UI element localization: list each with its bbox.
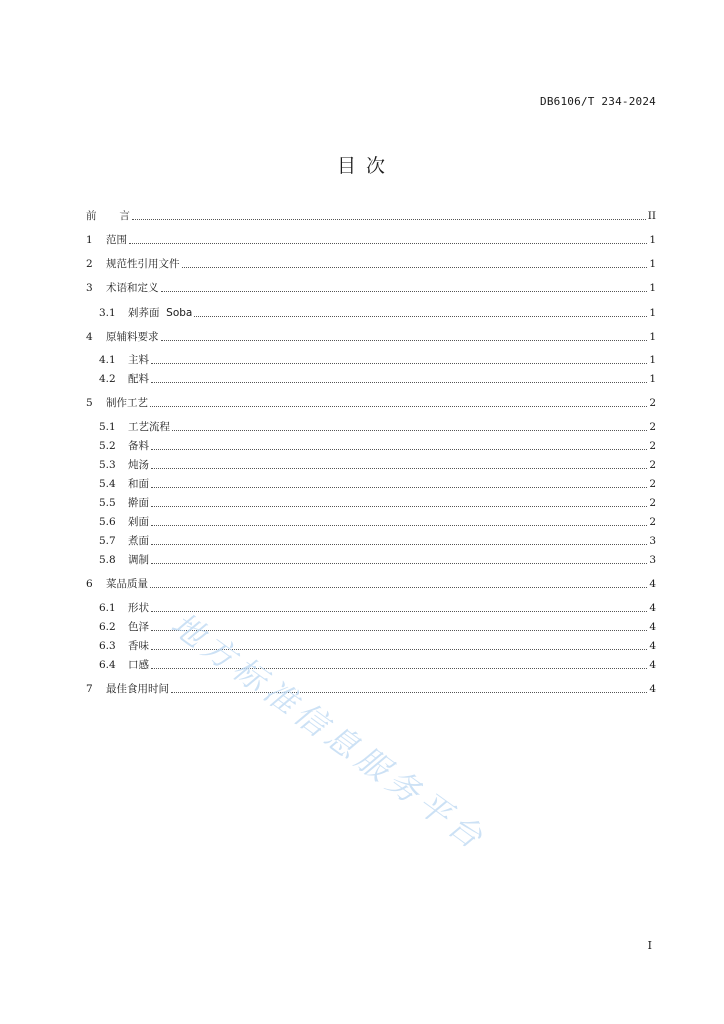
toc-entry-title: 配料	[128, 373, 149, 385]
toc-entry[interactable]	[99, 514, 656, 530]
toc-entry-number: 3	[86, 282, 93, 294]
toc-entry-number: 1	[86, 234, 93, 246]
toc-entry-number: 5	[86, 397, 93, 409]
toc-leader-dots	[150, 405, 647, 407]
toc-entry-page: 2	[649, 421, 656, 433]
toc-entry[interactable]	[99, 352, 656, 368]
toc-leader-dots	[151, 381, 647, 383]
toc-entry[interactable]	[99, 457, 656, 473]
toc-entry-number: 6.2	[99, 621, 116, 633]
toc-leader-dots	[182, 266, 648, 268]
toc-entry[interactable]	[99, 476, 656, 492]
toc-entry-page: 3	[649, 554, 656, 566]
toc-leader-dots	[151, 448, 647, 450]
toc-entry-number: 4.2	[99, 373, 116, 385]
watermark: 地方标准信息服务平台	[164, 604, 494, 859]
toc-entry-number: 6	[86, 578, 93, 590]
toc-leader-dots	[151, 543, 647, 545]
toc-entry[interactable]	[86, 576, 656, 592]
toc-entry-page: 4	[649, 621, 656, 633]
toc-entry-title: 规范性引用文件	[106, 258, 180, 270]
toc-leader-dots	[151, 467, 647, 469]
toc-entry-title: 炖汤	[128, 459, 149, 471]
toc-entry[interactable]	[99, 438, 656, 454]
toc-entry[interactable]	[99, 552, 656, 568]
toc-leader-dots	[132, 218, 646, 220]
page-title: 目 次	[336, 155, 388, 177]
toc-entry-number: 3.1	[99, 307, 116, 319]
toc-leader-dots	[172, 429, 647, 431]
toc-entry-number: 5.7	[99, 535, 116, 547]
toc-entry-page: 2	[649, 516, 656, 528]
toc-entry-page: 1	[649, 258, 656, 270]
toc-entry-number: 6.1	[99, 602, 116, 614]
toc-entry-title: 术语和定义	[106, 282, 159, 294]
toc-entry-title: 工艺流程	[128, 421, 170, 433]
toc-entry-page: 2	[649, 497, 656, 509]
toc-entry[interactable]	[99, 657, 656, 673]
toc-leader-dots	[151, 505, 647, 507]
toc-entry-page: 2	[649, 397, 656, 409]
toc-entry-number: 6.4	[99, 659, 116, 671]
toc-leader-dots	[151, 610, 647, 612]
toc-entry[interactable]	[99, 305, 656, 321]
toc-entry[interactable]	[86, 232, 656, 248]
toc-entry-title: 形状	[128, 602, 149, 614]
toc-entry-page: 3	[649, 535, 656, 547]
toc-entry-page: 4	[649, 640, 656, 652]
toc-entry-title: 主料	[128, 354, 149, 366]
toc-entry[interactable]	[86, 280, 656, 296]
toc-entry-title: 菜品质量	[106, 578, 148, 590]
toc-entry[interactable]	[86, 208, 656, 224]
toc-entry-number: 5.8	[99, 554, 116, 566]
toc-entry-number: 6.3	[99, 640, 116, 652]
toc-leader-dots	[151, 486, 647, 488]
toc-entry-number: 5.1	[99, 421, 116, 433]
toc-entry-number: 5.4	[99, 478, 116, 490]
toc-entry-number: 5.6	[99, 516, 116, 528]
toc-entry-page: 1	[649, 282, 656, 294]
toc-entry-title: 剁荞面 Soba	[128, 307, 193, 319]
toc-entry-page: 1	[649, 331, 656, 343]
toc-entry-title: 最佳食用时间	[106, 683, 169, 695]
toc-entry-number: 5.3	[99, 459, 116, 471]
toc-entry-number: 4	[86, 331, 93, 343]
toc-entry[interactable]	[99, 533, 656, 549]
toc-entry[interactable]	[86, 329, 656, 345]
toc-leader-dots	[151, 362, 647, 364]
toc-entry[interactable]	[86, 256, 656, 272]
toc-entry-title: 备料	[128, 440, 149, 452]
toc-leader-dots	[194, 315, 647, 317]
toc-entry-title: 色泽	[128, 621, 149, 633]
toc-entry-number: 2	[86, 258, 93, 270]
toc-entry-page: 1	[649, 354, 656, 366]
toc-entry-title: 煮面	[128, 535, 149, 547]
toc-leader-dots	[161, 339, 648, 341]
toc-entry-page: 2	[649, 478, 656, 490]
document-code: DB6106/T 234-2024	[540, 95, 656, 108]
toc-entry-page: 1	[649, 307, 656, 319]
toc-leader-dots	[151, 524, 647, 526]
toc-entry-title: 原辅料要求	[106, 331, 159, 343]
toc-entry-page: 1	[649, 373, 656, 385]
toc-entry[interactable]	[99, 419, 656, 435]
toc-entry[interactable]	[99, 371, 656, 387]
toc-entry-number: 5.5	[99, 497, 116, 509]
page-number: I	[647, 939, 652, 952]
toc-entry-page: 4	[649, 683, 656, 695]
toc-leader-dots	[129, 242, 647, 244]
toc-entry-page: 2	[649, 440, 656, 452]
toc-entry-title: 言	[106, 210, 130, 222]
toc-entry-page: II	[647, 210, 656, 222]
toc-entry-page: 4	[649, 602, 656, 614]
toc-entry-page: 4	[649, 659, 656, 671]
toc-entry-number: 4.1	[99, 354, 116, 366]
toc-entry-title: 擀面	[128, 497, 149, 509]
toc-leader-dots	[150, 586, 647, 588]
toc-entry-number: 7	[86, 683, 93, 695]
toc-entry-title: 香味	[128, 640, 149, 652]
toc-entry[interactable]	[99, 495, 656, 511]
toc-entry-page: 2	[649, 459, 656, 471]
toc-entry[interactable]	[86, 395, 656, 411]
toc-entry-title: 剁面	[128, 516, 149, 528]
toc-entry-title: 范围	[106, 234, 127, 246]
toc-entry-title: 口感	[128, 659, 149, 671]
toc-entry-title: 调制	[128, 554, 149, 566]
toc-entry-title: 制作工艺	[106, 397, 148, 409]
toc-entry-number: 5.2	[99, 440, 116, 452]
toc-entry-page: 4	[649, 578, 656, 590]
toc-leader-dots	[161, 290, 648, 292]
toc-entry-page: 1	[649, 234, 656, 246]
toc-leader-dots	[151, 562, 647, 564]
toc-entry-number: 前	[86, 210, 97, 222]
toc-entry[interactable]	[86, 681, 656, 697]
toc-entry-title: 和面	[128, 478, 149, 490]
